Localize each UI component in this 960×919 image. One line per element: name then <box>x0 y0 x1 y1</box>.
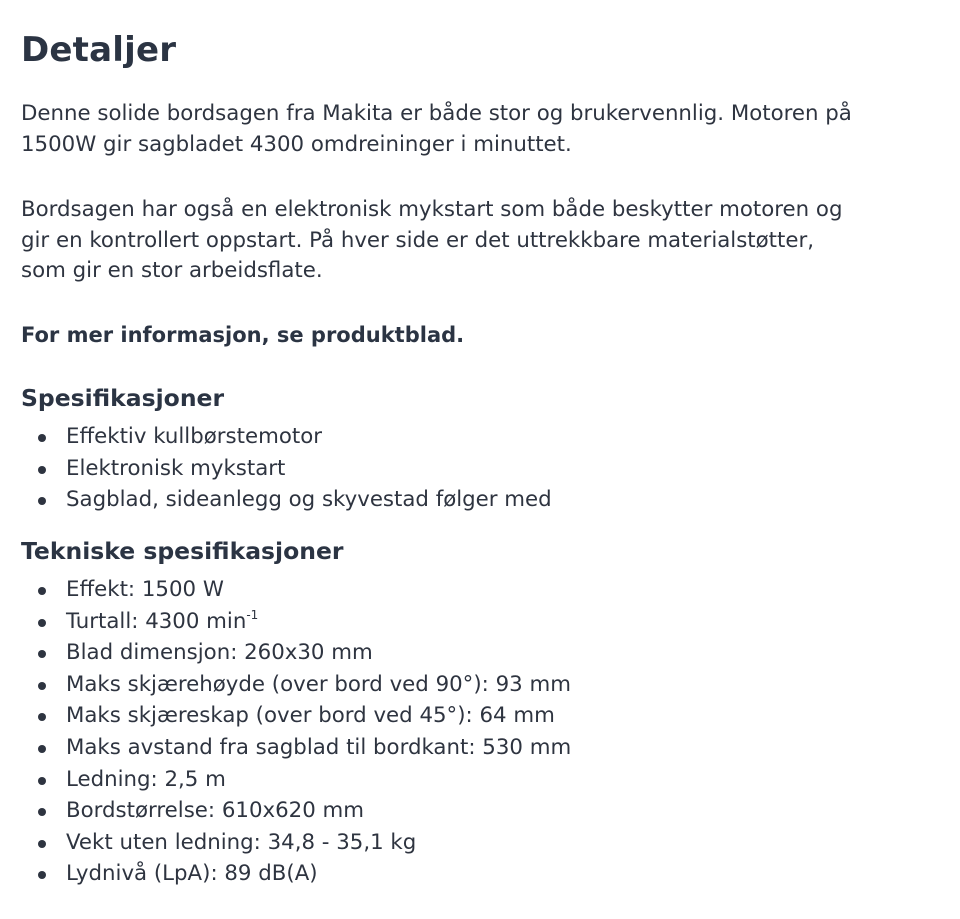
specifications-heading: Spesifikasjoner <box>21 384 225 412</box>
list-item: Ledning: 2,5 m <box>21 764 571 796</box>
list-item: Maks avstand fra sagblad til bordkant: 530 mm <box>21 732 571 764</box>
list-item: Effektiv kullbørstemotor <box>21 421 552 453</box>
description-line: 1500W gir sagbladet 4300 omdreininger i minuttet. <box>21 131 572 157</box>
list-item: Sagblad, sideanlegg og skyvestad følger med <box>21 484 552 516</box>
more-info-note: For mer informasjon, se produktblad. <box>21 323 465 347</box>
page-title: Detaljer <box>21 30 177 70</box>
description-line: gir en kontrollert oppstart. På hver side er det uttrekkbare materialstøtter, <box>21 227 815 253</box>
speed-unit-exponent: -1 <box>246 607 259 622</box>
list-item: Elektronisk mykstart <box>21 453 552 485</box>
list-item-speed <box>21 606 571 638</box>
technical-specifications-list <box>21 574 571 890</box>
specifications-list <box>21 421 552 516</box>
description-line: som gir en stor arbeidsflate. <box>21 258 323 283</box>
description-paragraph-1 <box>21 99 852 160</box>
list-item: Vekt uten ledning: 34,8 - 35,1 kg <box>21 827 571 859</box>
description-line: Bordsagen har også en elektronisk mykstart som både beskytter motoren og <box>21 197 843 222</box>
list-item: Maks skjærehøyde (over bord ved 90°): 93 mm <box>21 669 571 701</box>
list-item: Effekt: 1500 W <box>21 574 571 606</box>
list-item: Maks skjæreskap (over bord ved 45°): 64 mm <box>21 700 571 732</box>
list-item: Lydnivå (LpA): 89 dB(A) <box>21 858 571 890</box>
description-line: Denne solide bordsagen fra Makita er både stor og brukervennlig. Motoren på <box>21 101 852 126</box>
speed-text: Turtall: 4300 min <box>66 608 247 634</box>
technical-specifications-heading: Tekniske spesifikasjoner <box>21 537 344 565</box>
list-item: Blad dimensjon: 260x30 mm <box>21 637 571 669</box>
list-item: Bordstørrelse: 610x620 mm <box>21 795 571 827</box>
description-paragraph-2 <box>21 195 842 287</box>
